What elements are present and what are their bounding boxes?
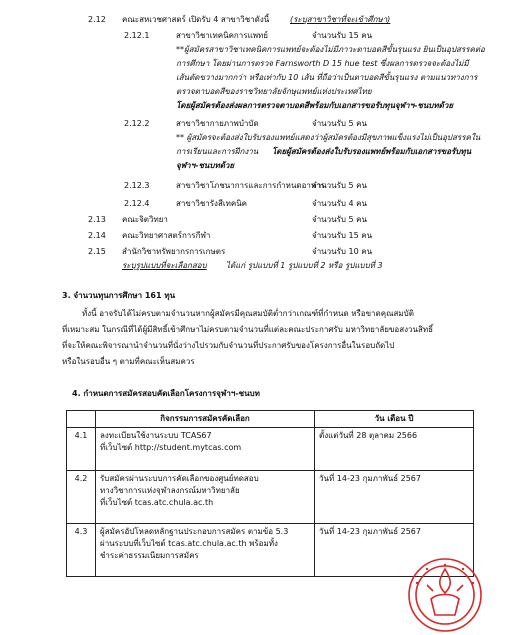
note-line: ตรวจตาบอดสีของราชวิทยาลัยจักษุแพทย์แห่งประเทศไทย [176, 87, 372, 96]
table-header-num [67, 411, 96, 428]
paragraph-line: ที่จะให้คณะพิจารณานำจำนวนที่นั่งว่างไปรวมกับจำนวนที่ประกาศรับของโครงการอื่นในรอบถัดไป [62, 341, 395, 350]
schedule-heading: 4. กำหนดการสมัครสอบคัดเลือกโครงการจุฬาฯ-ชนบท [72, 389, 260, 398]
note-line: การเรียนและการฝึกงาน [176, 147, 259, 156]
activity-line: ที่เว็บไซต์ http://student.mytcas.com [100, 443, 242, 452]
note-bold-line: จุฬาฯ-ชนบทด้วย [176, 161, 235, 170]
section-number: 2.12 [88, 15, 106, 24]
sub-number: 2.12.3 [124, 181, 150, 190]
exam-format-options: ได้แก่ รูปแบบที่ 1 รูปแบบที่ 2 หรือ รูปแบบที่ 3 [226, 261, 383, 270]
table-header-row [67, 411, 474, 428]
activity-line: ผู้สมัครอัปโหลดหลักฐานประกอบการสมัคร ตามข้อ 5.3 [100, 527, 289, 536]
activity-line: ลงทะเบียนใช้งานระบบ TCAS67 [100, 431, 212, 440]
program-name: สาขาวิชาเทคนิคการแพทย์ [176, 31, 268, 40]
schedule-table [66, 410, 474, 577]
row-date: ตั้งแต่วันที่ 28 ตุลาคม 2566 [315, 428, 474, 471]
row-number: 4.2 [67, 471, 96, 524]
note-line: เส้นตัดขวางมากกว่า หรือเท่ากับ 10 เส้น ที่ถือว่าเป็นตาบอดสีขั้นรุนแรง ตามแนวทางการ [176, 73, 478, 82]
quota: จำนวนรับ 15 คน [312, 231, 373, 240]
quota: จำนวนรับ 4 คน [312, 199, 367, 208]
section-note: (ระบุสาขาวิชาที่จะเข้าศึกษา) [290, 15, 391, 24]
table-header-activity: กิจกรรมการสมัครคัดเลือก [96, 411, 315, 428]
faculty-name: คณะวิทยาศาสตร์การกีฬา [122, 231, 211, 240]
section-title: คณะสหเวชศาสตร์ เปิดรับ 4 สาขาวิชาดังนี้ [122, 15, 270, 24]
row-date: วันที่ 14-23 กุมภาพันธ์ 2567 [315, 524, 474, 577]
quota: จำนวนรับ 5 คน [312, 215, 367, 224]
note-bold-line: โดยผู้สมัครต้องส่งผลการตรวจตาบอดสีพร้อมกับเอกสารขอรับทุนจุฬาฯ-ชนบทด้วย [176, 101, 454, 110]
scholarship-heading: 3. จำนวนทุนการศึกษา 161 ทุน [62, 291, 176, 300]
paragraph-line: ทั้งนี้ อาจรับได้ไม่ครบตามจำนวนหากผู้สมัครมีคุณสมบัติต่ำกว่าเกณฑ์ที่กำหนด หรือขาดคุณสมบัติ [82, 309, 414, 318]
quota: จำนวนรับ 5 คน [312, 119, 367, 128]
sub-number: 2.12.2 [124, 119, 150, 128]
faculty-number: 2.15 [88, 247, 106, 256]
table-row [67, 428, 474, 471]
program-name: สาขาวิชารังสีเทคนิค [176, 199, 248, 208]
sub-number: 2.12.4 [124, 199, 150, 208]
quota: จำนวนรับ 15 คน [312, 31, 373, 40]
activity-line: ทางวิชาการแห่งจุฬาลงกรณ์มหาวิทยาลัย [100, 486, 240, 495]
table-header-date: วัน เดือน ปี [315, 411, 474, 428]
paragraph-line: หรือในรอบอื่น ๆ ตามที่คณะเห็นสมควร [62, 357, 195, 366]
activity-line: รับสมัครผ่านระบบการคัดเลือกของศูนย์ทดสอบ [100, 474, 259, 483]
activity-line: ที่เว็บไซต์ tcas.atc.chula.ac.th [100, 498, 214, 507]
paragraph-line: ที่เหมาะสม ในกรณีที่ได้ผู้มีสิทธิ์เข้าศึกษาไม่ครบตามจำนวนที่แต่ละคณะประกาศรับ มหาวิทยาลัยขอสงวนสิทธิ์ [62, 325, 433, 334]
faculty-number: 2.14 [88, 231, 106, 240]
table-row [67, 471, 474, 524]
program-name: สาขาวิชากายภาพบำบัด [176, 119, 259, 128]
note-line: **ผู้สมัครสาขาวิชาเทคนิคการแพทย์จะต้องไม่มีภาวะตาบอดสีขั้นรุนแรง ยินเป็นอุปสรรคต่อ [176, 45, 485, 54]
faculty-number: 2.13 [88, 215, 106, 224]
activity-line: ชำระค่าธรรมเนียมการสมัคร [100, 551, 199, 560]
quota: จำนวนรับ 10 คน [312, 247, 373, 256]
row-number: 4.1 [67, 428, 96, 471]
exam-format-note: ระบุรูปแบบที่จะเลือกสอบ [122, 261, 207, 270]
university-seal-icon [405, 555, 485, 635]
row-date: วันที่ 14-23 กุมภาพันธ์ 2567 [315, 471, 474, 524]
program-name: สาขาวิชาโภชนาการและการกำหนดอาหาร [176, 181, 325, 190]
row-activity [96, 524, 315, 577]
row-activity [96, 471, 315, 524]
note-line: การศึกษา โดยผ่านการตรวจ Farnsworth D 15 hue test ซึ่งผลการตรวจจะต้องไม่มี [176, 59, 469, 68]
row-number: 4.3 [67, 524, 96, 577]
sub-number: 2.12.1 [124, 31, 150, 40]
faculty-name: สำนักวิชาทรัพยากรการเกษตร [122, 247, 226, 256]
row-activity [96, 428, 315, 471]
activity-line: ผ่านระบบที่เว็บไซต์ tcas.atc.chula.ac.th พร้อมทั้ง [100, 539, 278, 548]
faculty-name: คณะจิตวิทยา [122, 215, 168, 224]
note-bold-line: โดยผู้สมัครต้องส่งใบรับรองแพทย์พร้อมกับเอกสารขอรับทุน [272, 147, 472, 156]
note-line: ** ผู้สมัครจะต้องส่งใบรับรองแพทย์แสดงว่าผู้สมัครต้องมีสุขภาพแข็งแรงไม่เป็นอุปสรรคใน [176, 133, 481, 142]
quota: จำนวนรับ 5 คน [312, 181, 367, 190]
